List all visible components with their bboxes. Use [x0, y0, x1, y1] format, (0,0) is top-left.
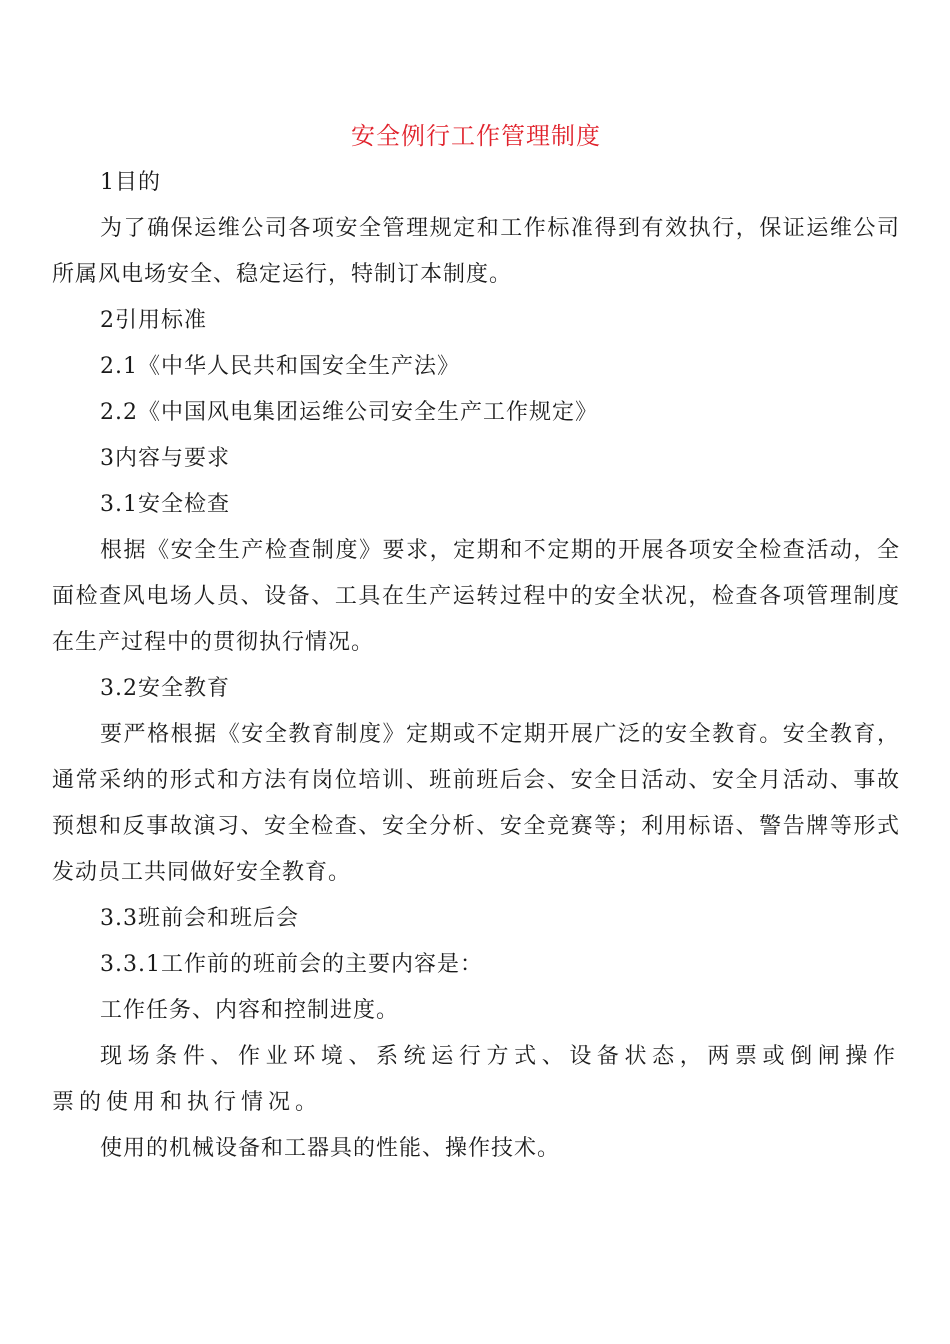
heading-safety-inspection: 3.1安全检查 [100, 492, 230, 517]
reference-item-1: 2.1《中华人民共和国安全生产法》 [100, 354, 460, 379]
reference-item-2: 2.2《中国风电集团运维公司安全生产工作规定》 [100, 400, 598, 425]
heading-shift-meetings: 3.3班前会和班后会 [100, 906, 299, 931]
heading-purpose: 1目的 [100, 170, 161, 195]
document-title: 安全例行工作管理制度 [351, 122, 601, 150]
heading-content-requirements: 3内容与要求 [100, 446, 230, 471]
heading-pre-shift-meeting: 3.3.1工作前的班前会的主要内容是： [100, 952, 483, 977]
list-item-site-conditions: 现场条件、作业环境、系统运行方式、设备状态，两票或倒闸操作票的使用和执行情况。 [52, 1044, 900, 1115]
paragraph-safety-inspection: 根据《安全生产检查制度》要求，定期和不定期的开展各项安全检查活动，全面检查风电场人员、设备、工具在生产运转过程中的安全状况，检查各项管理制度在生产过程中的贯彻执行情况。 [52, 538, 900, 655]
list-item-equipment-use: 使用的机械设备和工器具的性能、操作技术。 [100, 1136, 561, 1161]
heading-safety-education: 3.2安全教育 [100, 676, 230, 701]
paragraph-safety-education: 要严格根据《安全教育制度》定期或不定期开展广泛的安全教育。安全教育，通常采纳的形式和方法有岗位培训、班前班后会、安全日活动、安全月活动、事故预想和反事故演习、安全检查、安全分析、安全竞赛等；利用标语、警告牌等形式发动员工共同做好安全教育。 [52, 722, 900, 885]
list-item-work-tasks: 工作任务、内容和控制进度。 [100, 998, 400, 1023]
paragraph-purpose: 为了确保运维公司各项安全管理规定和工作标准得到有效执行，保证运维公司所属风电场安全、稳定运行，特制订本制度。 [52, 216, 900, 287]
heading-references: 2引用标准 [100, 308, 207, 333]
document-body [52, 112, 900, 1172]
